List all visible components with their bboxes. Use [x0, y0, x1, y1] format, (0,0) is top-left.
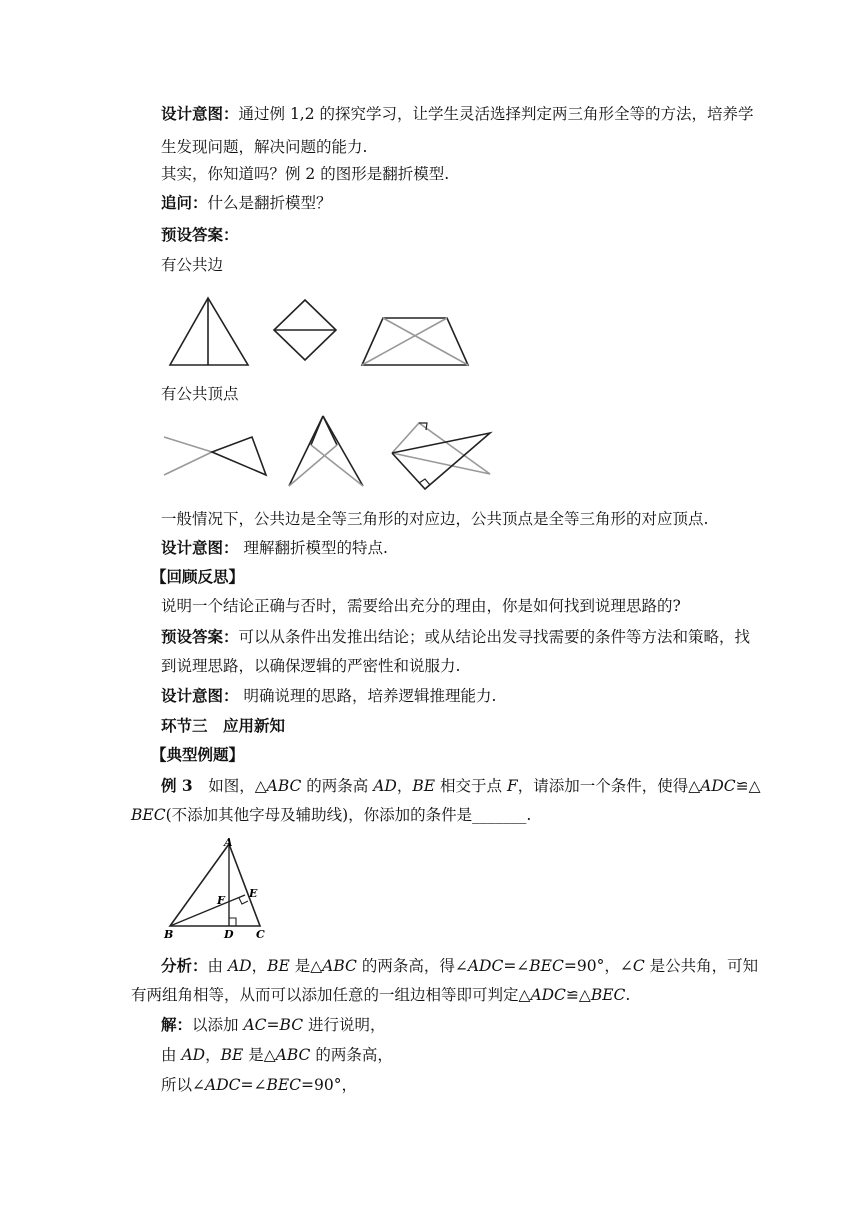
math-ad: AD	[227, 957, 252, 975]
fold-model-intro: 其实，你知道吗？例 2 的图形是翻折模型.	[161, 165, 450, 183]
math-bc: BC	[279, 1016, 304, 1034]
math-adc: ADC	[467, 957, 504, 975]
fig-common-vertex-1	[162, 415, 272, 480]
solution-line3	[161, 1075, 741, 1095]
solution-label: 解：	[161, 1015, 193, 1034]
gray-diagonal-2	[362, 318, 447, 365]
fig-common-vertex-2	[287, 414, 367, 489]
label-d: D	[224, 928, 234, 941]
design-intent-label: 设计意图：	[161, 104, 239, 123]
text-run: ，请添加一个条件，使得△	[517, 777, 701, 795]
review-answer-label: 预设答案：	[161, 627, 239, 646]
right-angle-e	[239, 898, 248, 904]
text-run: 有两组角相等，从而可以添加任意的一组边相等即可判定△	[131, 986, 531, 1004]
text-run: 由	[207, 957, 228, 975]
follow-up-label: 追问：	[161, 193, 208, 212]
math-adc: ADC	[205, 1076, 241, 1094]
text-run: 是公共角，可知	[644, 957, 759, 975]
fig-common-side-1	[165, 296, 255, 368]
text-run: (不添加其他字母及辅助线)，你添加的条件是_______.	[165, 806, 532, 824]
analysis-line1	[161, 956, 759, 976]
fig-common-side-2	[272, 298, 340, 362]
gray-cross-1	[311, 445, 363, 486]
review-answer-text: 可以从条件出发推出结论；或从结论出发寻找需要的条件等方法和策略，找	[238, 628, 751, 646]
text-run: =∠	[240, 1076, 267, 1094]
gray-cross-2	[289, 445, 337, 486]
label-a: A	[224, 836, 233, 849]
math-adc: ADC	[530, 986, 566, 1004]
text-run: 如图，△	[208, 777, 267, 795]
design-intent-3-text: 明确说理的思路，培养逻辑推理能力.	[243, 687, 497, 705]
solution-line1	[161, 1015, 741, 1035]
label-c: C	[256, 928, 265, 941]
gray-triangle	[392, 423, 490, 474]
text-run: =90°，	[301, 1076, 358, 1094]
math-f: F	[506, 777, 518, 795]
math-bec: BEC	[131, 806, 166, 824]
text-run: 进行说明，	[303, 1016, 386, 1034]
text-run: 所以∠	[161, 1076, 205, 1094]
math-be: BE	[220, 1046, 244, 1064]
common-side-label: 有公共边	[161, 256, 224, 274]
text-run: 以添加	[192, 1016, 244, 1034]
black-triangle	[212, 437, 266, 475]
triangle-abc	[170, 844, 260, 926]
text-run: =	[266, 1016, 280, 1034]
review-question: 说明一个结论正确与否时，需要给出充分的理由，你是如何找到说理思路的?	[161, 597, 681, 615]
text-run: ，	[396, 777, 413, 795]
example-3-line1	[161, 776, 761, 796]
design-intent-text: 通过例 1,2 的探究学习，让学生灵活选择判定两三角形全等的方法，培养学	[238, 105, 754, 123]
text-run: =90°，∠	[563, 957, 633, 975]
text-run: 的两条高，得∠	[356, 957, 468, 975]
label-f: F	[217, 894, 225, 907]
follow-up-text: 什么是翻折模型？	[207, 194, 332, 212]
fig-common-side-3	[360, 316, 475, 370]
solution-line2	[161, 1045, 741, 1065]
text-run: .	[625, 986, 631, 1004]
analysis-line2	[131, 985, 711, 1005]
text-run: ≌△	[735, 777, 761, 795]
inner-left	[311, 416, 323, 445]
math-bec: BEC	[590, 986, 626, 1004]
section-3-heading: 环节三 应用新知	[161, 716, 286, 735]
black-triangle	[392, 433, 490, 489]
inner-right	[323, 416, 337, 445]
design-intent-3-label: 设计意图：	[161, 686, 239, 705]
text-run: ，	[251, 957, 268, 975]
math-bec: BEC	[266, 1076, 302, 1094]
text-run: 由	[161, 1046, 182, 1064]
design-intent-2-label: 设计意图：	[161, 538, 239, 557]
triangle-outline	[170, 298, 248, 365]
gray-triangle	[164, 437, 212, 475]
math-abc: ABC	[266, 777, 302, 795]
text-run: 相交于点	[435, 777, 507, 795]
math-c: C	[632, 957, 645, 975]
right-angle-d	[229, 918, 236, 926]
preset-answer-label: 预设答案：	[161, 225, 239, 244]
text-run: 的两条高，	[310, 1046, 393, 1064]
design-intent-paragraph-line1	[161, 104, 754, 124]
text-run: ≌△	[565, 986, 591, 1004]
design-intent-2-text: 理解翻折模型的特点.	[243, 539, 388, 557]
review-heading: 【回顾反思】	[151, 567, 245, 586]
common-vertex-label: 有公共顶点	[161, 385, 239, 403]
design-intent-3	[161, 686, 741, 706]
example-3-line2	[131, 805, 711, 825]
math-ad: AD	[373, 777, 397, 795]
analysis-label: 分析：	[161, 956, 208, 975]
review-answer-line1	[161, 627, 751, 647]
trapezoid-outline	[362, 318, 468, 365]
gray-diagonal-1	[383, 318, 468, 365]
text-run: 是△	[289, 957, 323, 975]
math-ac: AC	[243, 1016, 267, 1034]
example-3-label: 例 3	[161, 776, 193, 795]
math-abc: ABC	[275, 1046, 311, 1064]
math-be: BE	[412, 777, 436, 795]
math-abc: ABC	[322, 957, 357, 975]
fig-common-vertex-3	[388, 417, 498, 495]
math-bec: BEC	[529, 957, 564, 975]
label-b: B	[164, 928, 174, 941]
design-intent-paragraph-line2	[161, 137, 741, 157]
text-run: ，	[205, 1046, 221, 1064]
general-statement: 一般情况下，公共边是全等三角形的对应边，公共顶点是全等三角形的对应顶点.	[161, 510, 709, 528]
follow-up-question	[161, 193, 741, 213]
design-intent-text-cont: 生发现问题，解决问题的能力.	[161, 138, 368, 156]
typical-examples-heading: 【典型例题】	[151, 745, 245, 764]
text-run: 的两条高	[301, 777, 374, 795]
math-be: BE	[267, 957, 290, 975]
math-ad: AD	[181, 1046, 206, 1064]
fig-triangle-abc	[160, 834, 280, 946]
text-run: 是△	[243, 1046, 276, 1064]
label-e: E	[249, 887, 258, 900]
design-intent-2	[161, 538, 741, 558]
text-run: =∠	[503, 957, 530, 975]
review-answer-line2: 到说理思路，以确保逻辑的严密性和说服力.	[161, 657, 461, 675]
math-adc: ADC	[700, 777, 736, 795]
